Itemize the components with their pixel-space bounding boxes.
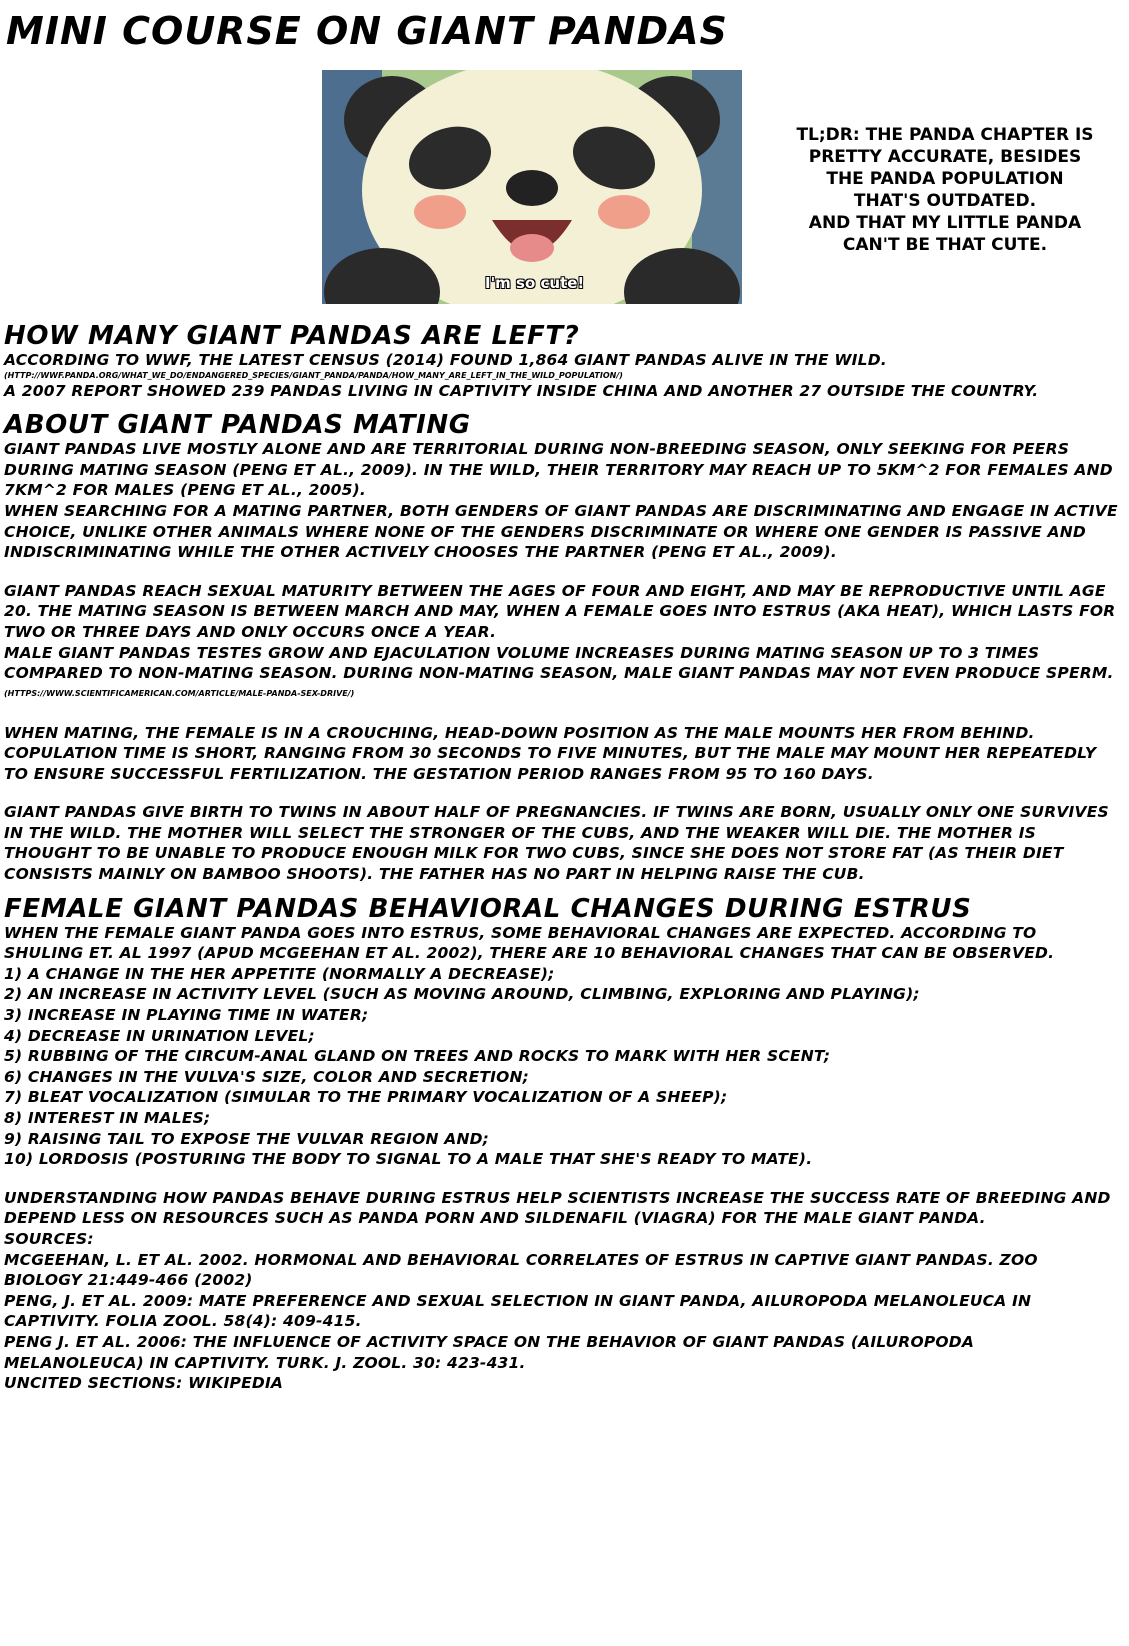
list-item: 9) RAISING TAIL TO EXPOSE THE VULVAR REGION AND; [4, 1129, 490, 1148]
tldr-line: TL;DR: THE PANDA CHAPTER IS [796, 125, 1094, 145]
image-subtitle: I'm so cute! [485, 274, 585, 292]
list-item: 6) CHANGES IN THE VULVA'S SIZE, COLOR AND SECRETION; [4, 1067, 530, 1086]
tldr-line: THE PANDA POPULATION [826, 169, 1064, 189]
section-heading-population: HOW MANY GIANT PANDAS ARE LEFT? [4, 321, 580, 351]
list-item: 4) DECREASE IN URINATION LEVEL; [4, 1026, 315, 1045]
tldr-line: THAT'S OUTDATED. [853, 191, 1037, 211]
section-heading-estrus: FEMALE GIANT PANDAS BEHAVIORAL CHANGES DURING ESTRUS [4, 893, 972, 924]
page-title: MINI COURSE ON GIANT PANDAS [6, 9, 728, 53]
sources-label: SOURCES: [4, 1229, 94, 1248]
list-item: 1) A CHANGE IN THE HER APPETITE (NORMALLY A DECREASE); [4, 964, 555, 983]
source-url: (HTTPS://WWW.SCIENTIFICAMERICAN.COM/ARTICLE/MALE-PANDA-SEX-DRIVE/) [4, 688, 355, 698]
source-url: (HTTP://WWF.PANDA.ORG/WHAT_WE_DO/ENDANGERED_SPECIES/GIANT_PANDA/PANDA/HOW_MANY_ARE_LEFT_IN_THE_WILD_POPULATION/) [4, 370, 623, 380]
list-item: 8) INTEREST IN MALES; [4, 1109, 211, 1128]
tldr-line: AND THAT MY LITTLE PANDA [808, 213, 1082, 233]
section-heading-mating: ABOUT GIANT PANDAS MATING [4, 410, 471, 441]
paragraph: WHEN THE FEMALE GIANT PANDA GOES INTO ESTRUS, SOME BEHAVIORAL CHANGES ARE EXPECTED. ACCORDING TO SHULING ET. AL 1997 (APUD MCGEEHAN ET AL. 2002), THERE ARE 10 BEHAVIORAL CHANGES THAT CAN BE OBSERVED. [4, 923, 1055, 963]
paragraph-text: MALE GIANT PANDAS TESTES GROW AND EJACULATION VOLUME INCREASES DURING MATING SEASON UP TO 3 TIMES COMPARED TO NON-MATING SEASON. DURING NON-MATING SEASON, MALE GIANT PANDAS MAY NOT EVEN PRODUCE SPERM. [4, 643, 1114, 683]
paragraph: ACCORDING TO WWF, THE LATEST CENSUS (2014) FOUND 1,864 GIANT PANDAS ALIVE IN THE WILD. [4, 351, 887, 369]
source-item: MCGEEHAN, L. ET AL. 2002. HORMONAL AND BEHAVIORAL CORRELATES OF ESTRUS IN CAPTIVE GIANT PANDAS. ZOO BIOLOGY 21:449-466 (2002) [4, 1250, 1038, 1290]
panda-image [322, 70, 742, 304]
source-item: PENG J. ET AL. 2006: THE INFLUENCE OF ACTIVITY SPACE ON THE BEHAVIOR OF GIANT PANDAS (AILUROPODA MELANOLEUCA) IN CAPTIVITY. TURK. J. ZOOL. 30: 423-431. [4, 1332, 975, 1372]
paragraph: UNDERSTANDING HOW PANDAS BEHAVE DURING ESTRUS HELP SCIENTISTS INCREASE THE SUCCESS RATE OF BREEDING AND DEPEND LESS ON RESOURCES SUCH AS PANDA PORN AND SILDENAFIL (VIAGRA) FOR THE MALE GIANT PANDA. [4, 1188, 1111, 1228]
paragraph: GIANT PANDAS GIVE BIRTH TO TWINS IN ABOUT HALF OF PREGNANCIES. IF TWINS ARE BORN, USUALLY ONLY ONE SURVIVES IN THE WILD. THE MOTHER WILL SELECT THE STRONGER OF THE CUBS, AND THE WEAKER WILL DIE. THE MOTHER IS THOUGHT TO BE UNABLE TO PRODUCE ENOUGH MILK FOR TWO CUBS, SINCE SHE DOES NOT STORE FAT (AS THEIR DIET CONSISTS MAINLY ON BAMBOO SHOOTS). THE FATHER HAS NO PART IN HELPING RAISE THE CUB. [4, 803, 1109, 884]
tldr-line: PRETTY ACCURATE, BESIDES [808, 147, 1082, 167]
list-item: 2) AN INCREASE IN ACTIVITY LEVEL (SUCH AS MOVING AROUND, CLIMBING, EXPLORING AND PLAYING); [4, 985, 920, 1004]
list-item: 3) INCREASE IN PLAYING TIME IN WATER; [4, 1006, 369, 1025]
list-item: 7) BLEAT VOCALIZATION (SIMULAR TO THE PRIMARY VOCALIZATION OF A SHEEP); [4, 1088, 728, 1107]
paragraph: GIANT PANDAS LIVE MOSTLY ALONE AND ARE TERRITORIAL DURING NON-BREEDING SEASON, ONLY SEEKING FOR PEERS DURING MATING SEASON (PENG ET AL., 2009). IN THE WILD, THEIR TERRITORY MAY REACH UP TO 5KM^2 FOR FEMALES AND 7KM^2 FOR MALES (PENG ET AL., 2005). [4, 440, 1113, 500]
paragraph: WHEN MATING, THE FEMALE IS IN A CROUCHING, HEAD-DOWN POSITION AS THE MALE MOUNTS HER FROM BEHIND. COPULATION TIME IS SHORT, RANGING FROM 30 SECONDS TO FIVE MINUTES, BUT THE MALE MAY MOUNT HER REPEATEDLY TO ENSURE SUCCESSFUL FERTILIZATION. THE GESTATION PERIOD RANGES FROM 95 TO 160 DAYS. [4, 723, 1097, 783]
panda-illustration [322, 70, 742, 304]
paragraph: GIANT PANDAS REACH SEXUAL MATURITY BETWEEN THE AGES OF FOUR AND EIGHT, AND MAY BE REPRODUCTIVE UNTIL AGE 20. THE MATING SEASON IS BETWEEN MARCH AND MAY, WHEN A FEMALE GOES INTO ESTRUS (AKA HEAT), WHICH LASTS FOR TWO OR THREE DAYS AND ONLY OCCURS ONCE A YEAR. [4, 581, 1116, 641]
paragraph: WHEN SEARCHING FOR A MATING PARTNER, BOTH GENDERS OF GIANT PANDAS ARE DISCRIMINATING AND ENGAGE IN ACTIVE CHOICE, UNLIKE OTHER ANIMALS WHERE NONE OF THE GENDERS DISCRIMINATE OR WHERE ONE GENDER IS PASSIVE AND INDISCRIMINATING WHILE THE OTHER ACTIVELY CHOOSES THE PARTNER (PENG ET AL., 2009). [4, 501, 1118, 562]
source-item: UNCITED SECTIONS: WIKIPEDIA [4, 1374, 284, 1393]
list-item: 5) RUBBING OF THE CIRCUM-ANAL GLAND ON TREES AND ROCKS TO MARK WITH HER SCENT; [4, 1047, 831, 1066]
paragraph: A 2007 REPORT SHOWED 239 PANDAS LIVING IN CAPTIVITY INSIDE CHINA AND ANOTHER 27 OUTSIDE THE COUNTRY. [4, 381, 1039, 400]
behavior-list [4, 964, 1119, 1170]
tldr-line: CAN'T BE THAT CUTE. [842, 235, 1048, 255]
list-item: 10) LORDOSIS (POSTURING THE BODY TO SIGNAL TO A MALE THAT SHE'S READY TO MATE). [4, 1150, 813, 1169]
tldr-note [760, 124, 1129, 256]
source-item: PENG, J. ET AL. 2009: MATE PREFERENCE AND SEXUAL SELECTION IN GIANT PANDA, AILUROPODA MELANOLEUCA IN CAPTIVITY. FOLIA ZOOL. 58(4): 409-415. [4, 1291, 1032, 1331]
article-body [4, 322, 1119, 1394]
paragraph [4, 643, 1119, 705]
